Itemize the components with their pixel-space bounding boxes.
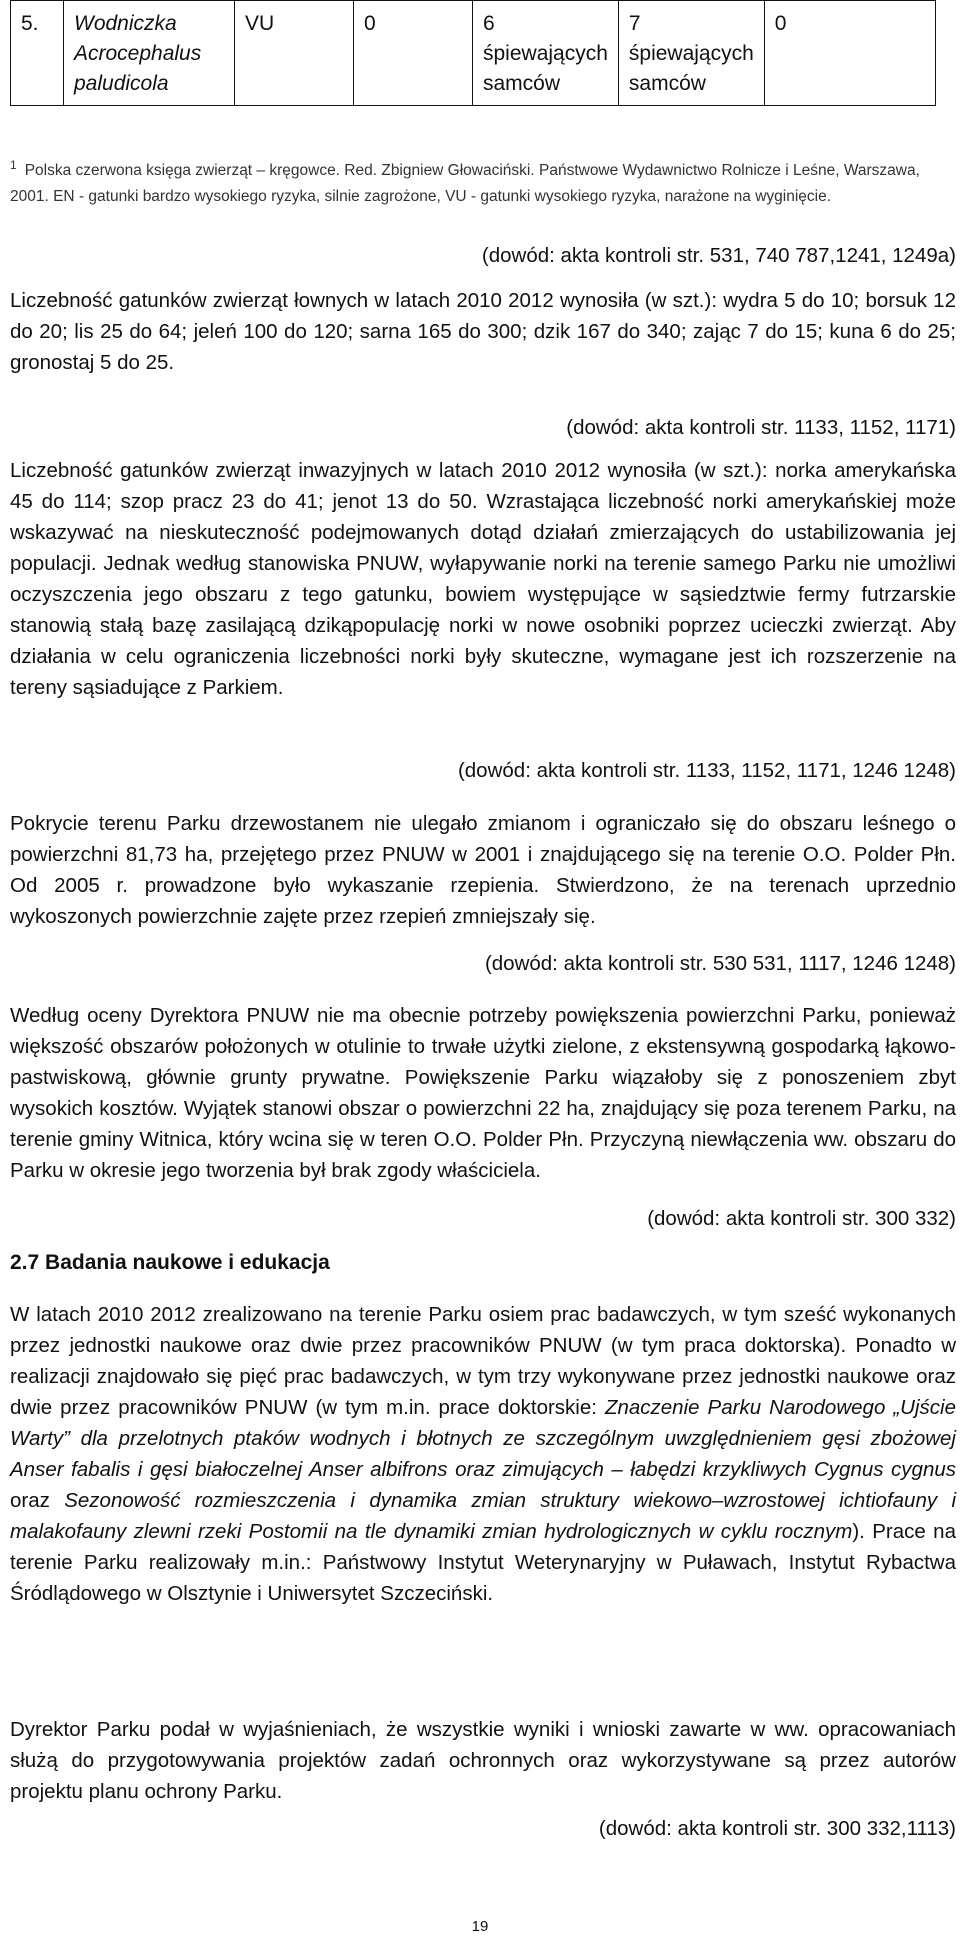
paragraph-director: Dyrektor Parku podał w wyjaśnieniach, że wszystkie wyniki i wnioski zawarte w ww. opracowaniach służą do przygotowywania projektów zadań ochronnych oraz wykorzystywane są przez autorów projektu planu ochrony Parku. xyxy=(10,1718,956,1803)
table-cell-species: Wodniczka Acrocephalus paludicola xyxy=(64,1,235,106)
evidence-reference: (dowód: akta kontroli str. 1133, 1152, 1171) xyxy=(566,416,956,439)
paragraph-research xyxy=(10,1299,956,1609)
research-text-connector: oraz xyxy=(10,1489,65,1512)
paragraph-forest-cover: Pokrycie terenu Parku drzewostanem nie ulegało zmianom i ograniczało się do obszaru leśnego o powierzchni 81,73 ha, przejętego przez PNUW w 2001 i znajdującego się na terenie O.O. Polder Płn. Od 2005 r. prowadzone było wykaszanie rzepienia. Stwierdzono, że na terenach uprzednio wykoszonych powierzchnie zajęte przez rzepień zmniejszały się. xyxy=(10,812,956,928)
footnote-text: Polska czerwona księga zwierząt – kręgowce. Red. Zbigniew Głowaciński. Państwowe Wydawnictwo Rolnicze i Leśne, Warszawa, 2001. EN - gatunki bardzo wysokiego ryzyka, silnie zagrożone, VU - gatunki wysokiego ryzyka, narażone na wyginięcie. xyxy=(10,162,920,205)
paragraph-invasive-species: Liczebność gatunków zwierząt inwazyjnych w latach 2010 2012 wynosiła (w szt.): norka amerykańska 45 do 114; szop pracz 23 do 41; jenot 13 do 50. Wzrastająca liczebność norki amerykańskiej może wskazywać na nieskuteczność podejmowanych dotąd działań zmierzających do ustabilizowania jej populacji. Jednak według stanowiska PNUW, wyłapywanie norki na terenie samego Parku nie umożliwi oczyszczenia jego obszaru z tego gatunku, bowiem występujące w sąsiedztwie fermy futrzarskie stanowią stałą bazę zasilającą dzikąpopulację norki w nowe osobniki poprzez ucieczki zwierząt. Aby działania w celu ograniczenia liczebności norki były skuteczne, wymagane jest ich rozszerzenie na tereny sąsiadujące z Parkiem. xyxy=(10,459,956,699)
research-thesis-title-2: Sezonowość rozmieszczenia i dynamika zmian struktury wiekowo–wzrostowej ichtiofauny i malakofauny zlewni rzeki Postomii na tle dynamiki zmian hydrologicznych w cyklu rocznym xyxy=(10,1489,957,1543)
paragraph-game-species: Liczebność gatunków zwierząt łownych w latach 2010 2012 wynosiła (w szt.): wydra 5 do 10; borsuk 12 do 20; lis 25 do 64; jeleń 100 do 120; sarna 165 do 300; dzik 167 do 340; zając 7 do 15; kuna 6 do 25; gronostaj 5 do 25. xyxy=(10,289,956,374)
table-cell-value-last: 0 xyxy=(764,1,935,106)
section-heading: 2.7 Badania naukowe i edukacja xyxy=(10,1251,330,1274)
evidence-reference: (dowód: akta kontroli str. 300 332,1113) xyxy=(598,1817,956,1840)
table-row xyxy=(11,1,936,106)
species-table xyxy=(10,0,936,106)
page-number: 19 xyxy=(471,1918,489,1935)
paragraph-park-area: Według oceny Dyrektora PNUW nie ma obecnie potrzeby powiększenia powierzchni Parku, ponieważ większość obszarów położonych w otulinie to trwałe użytki zielone, z ekstensywną gospodarką łąkowo-pastwiskową, głównie grunty prywatne. Powiększenie Parku wiązałoby się z ponoszeniem zbyt wysokich kosztów. Wyjątek stanowi obszar o powierzchni 22 ha, znajdujący się poza terenem Parku, na terenie gminy Witnica, który wcina się w teren O.O. Polder Płn. Przyczyną niewłączenia ww. obszaru do Parku w okresie jego tworzenia był brak zgody właściciela. xyxy=(10,1004,956,1182)
table-cell-number: 5. xyxy=(11,1,64,106)
evidence-reference: (dowód: akta kontroli str. 1133, 1152, 1171, 1246 1248) xyxy=(457,759,956,782)
table-cell-category: VU xyxy=(235,1,354,106)
evidence-reference: (dowód: akta kontroli str. 530 531, 1117, 1246 1248) xyxy=(484,952,956,975)
research-text-outro: ). Prace na terenie Parku realizowały m.in.: Państwowy Instytut Weterynaryjny w Puławach, Instytut Rybactwa Śródlądowego w Olsztynie i Uniwersytet Szczeciński. xyxy=(10,1520,956,1605)
evidence-reference: (dowód: akta kontroli str. 531, 740 787,1241, 1249a) xyxy=(481,244,956,267)
table-cell-value-2011: 6 śpiewających samców xyxy=(473,1,619,106)
footnote xyxy=(10,152,948,210)
evidence-reference: (dowód: akta kontroli str. 300 332) xyxy=(647,1207,956,1230)
table-cell-value-2010: 0 xyxy=(354,1,473,106)
research-thesis-title-1: Znaczenie Parku Narodowego „Ujście Warty” dla przelotnych ptaków wodnych i błotnych ze szczególnym uwzględnieniem gęsi zbożowej Anser fabalis i gęsi białoczelnej Anser albifrons oraz zimujących – łabędzi krzykliwych Cygnus cygnus xyxy=(10,1396,956,1481)
footnote-marker: 1 xyxy=(10,158,17,172)
table-cell-value-2012: 7 śpiewających samców xyxy=(618,1,764,106)
research-text-intro: W latach 2010 2012 zrealizowano na terenie Parku osiem prac badawczych, w tym sześć wykonanych przez jednostki naukowe oraz dwie przez pracowników PNUW (w tym praca doktorska). Ponadto w realizacji znajdowało się pięć prac badawczych, w tym trzy wykonywane przez jednostki naukowe oraz dwie przez pracowników PNUW (w tym m.in. prace doktorskie: xyxy=(10,1303,956,1419)
